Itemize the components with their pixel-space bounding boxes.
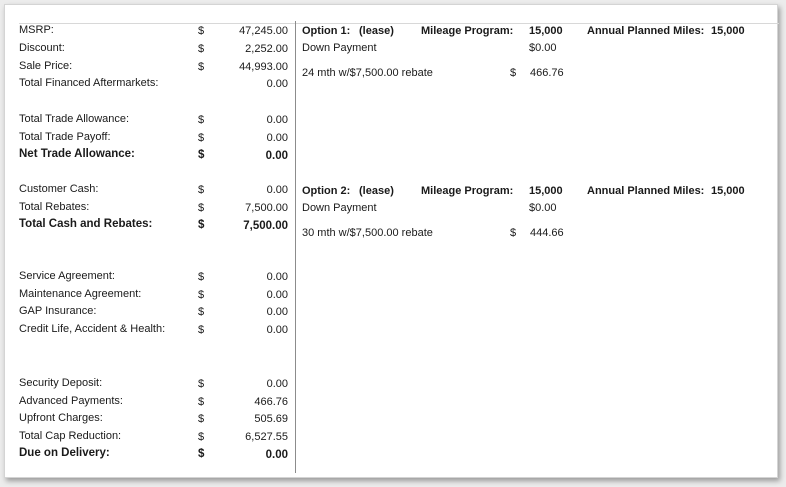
mileage-program-label: Mileage Program: bbox=[421, 25, 514, 37]
summary-label: GAP Insurance: bbox=[19, 305, 97, 317]
summary-value: 0.00 bbox=[265, 150, 288, 162]
summary-value: 47,245.00 bbox=[239, 25, 288, 37]
mileage-program-value: 15,000 bbox=[529, 25, 563, 37]
summary-value: 466.76 bbox=[254, 396, 288, 408]
summary-label: Total Cash and Rebates: bbox=[19, 218, 153, 230]
option-title: Option 1: bbox=[302, 25, 351, 37]
term-currency: $ bbox=[510, 227, 517, 239]
currency-symbol: $ bbox=[198, 271, 205, 283]
deal-worksheet bbox=[4, 4, 778, 478]
summary-label: Total Trade Payoff: bbox=[19, 131, 111, 143]
summary-label: Total Rebates: bbox=[19, 201, 90, 213]
summary-value: 0.00 bbox=[265, 449, 288, 461]
summary-label: Customer Cash: bbox=[19, 183, 99, 195]
currency-symbol: $ bbox=[198, 114, 205, 126]
currency-symbol: $ bbox=[198, 378, 205, 390]
down-payment-value: $0.00 bbox=[529, 42, 557, 54]
summary-label: Total Trade Allowance: bbox=[19, 113, 130, 125]
down-payment-label: Down Payment bbox=[302, 202, 377, 214]
summary-value: 2,252.00 bbox=[245, 43, 288, 55]
term-payment: 444.66 bbox=[530, 227, 564, 239]
annual-miles-label: Annual Planned Miles: bbox=[587, 185, 705, 197]
summary-label: Upfront Charges: bbox=[19, 412, 103, 424]
summary-label: Total Cap Reduction: bbox=[19, 430, 122, 442]
summary-label: Sale Price: bbox=[19, 60, 73, 72]
currency-symbol: $ bbox=[198, 184, 205, 196]
currency-symbol: $ bbox=[198, 413, 205, 425]
currency-symbol: $ bbox=[198, 306, 205, 318]
summary-label: Service Agreement: bbox=[19, 270, 115, 282]
top-rule bbox=[19, 23, 779, 24]
summary-value: 7,500.00 bbox=[245, 202, 288, 214]
currency-symbol: $ bbox=[198, 25, 205, 37]
term-label: 24 mth w/$7,500.00 rebate bbox=[302, 67, 433, 79]
summary-value: 0.00 bbox=[266, 324, 288, 336]
currency-symbol: $ bbox=[198, 202, 205, 214]
currency-symbol: $ bbox=[198, 289, 205, 301]
currency-symbol: $ bbox=[198, 61, 205, 73]
term-payment: 466.76 bbox=[530, 67, 564, 79]
currency-symbol: $ bbox=[198, 448, 205, 460]
down-payment-value: $0.00 bbox=[529, 202, 557, 214]
summary-label: Total Financed Aftermarkets: bbox=[19, 77, 159, 89]
summary-label: Advanced Payments: bbox=[19, 395, 123, 407]
summary-value: 0.00 bbox=[266, 289, 288, 301]
summary-value: 7,500.00 bbox=[243, 220, 288, 232]
summary-label: Credit Life, Accident & Health: bbox=[19, 323, 166, 335]
summary-value: 0.00 bbox=[266, 306, 288, 318]
summary-value: 6,527.55 bbox=[245, 431, 288, 443]
term-label: 30 mth w/$7,500.00 rebate bbox=[302, 227, 433, 239]
annual-miles-value: 15,000 bbox=[711, 185, 745, 197]
annual-miles-label: Annual Planned Miles: bbox=[587, 25, 705, 37]
summary-value: 0.00 bbox=[266, 271, 288, 283]
mileage-program-value: 15,000 bbox=[529, 185, 563, 197]
option-type: (lease) bbox=[359, 25, 394, 37]
summary-value: 0.00 bbox=[266, 378, 288, 390]
currency-symbol: $ bbox=[198, 431, 205, 443]
summary-value: 505.69 bbox=[254, 413, 288, 425]
down-payment-label: Down Payment bbox=[302, 42, 377, 54]
summary-value: 0.00 bbox=[266, 78, 288, 90]
currency-symbol: $ bbox=[198, 149, 205, 161]
summary-label: Net Trade Allowance: bbox=[19, 148, 135, 160]
column-divider bbox=[295, 21, 296, 473]
annual-miles-value: 15,000 bbox=[711, 25, 745, 37]
option-title: Option 2: bbox=[302, 185, 351, 197]
currency-symbol: $ bbox=[198, 43, 205, 55]
term-currency: $ bbox=[510, 67, 517, 79]
summary-value: 0.00 bbox=[266, 132, 288, 144]
mileage-program-label: Mileage Program: bbox=[421, 185, 514, 197]
currency-symbol: $ bbox=[198, 396, 205, 408]
currency-symbol: $ bbox=[198, 132, 205, 144]
summary-value: 0.00 bbox=[266, 184, 288, 196]
summary-label: Due on Delivery: bbox=[19, 447, 110, 459]
summary-label: Maintenance Agreement: bbox=[19, 288, 142, 300]
currency-symbol: $ bbox=[198, 219, 205, 231]
option-type: (lease) bbox=[359, 185, 394, 197]
summary-label: MSRP: bbox=[19, 24, 54, 36]
summary-value: 44,993.00 bbox=[239, 61, 288, 73]
summary-label: Discount: bbox=[19, 42, 65, 54]
summary-label: Security Deposit: bbox=[19, 377, 103, 389]
summary-value: 0.00 bbox=[266, 114, 288, 126]
currency-symbol: $ bbox=[198, 324, 205, 336]
